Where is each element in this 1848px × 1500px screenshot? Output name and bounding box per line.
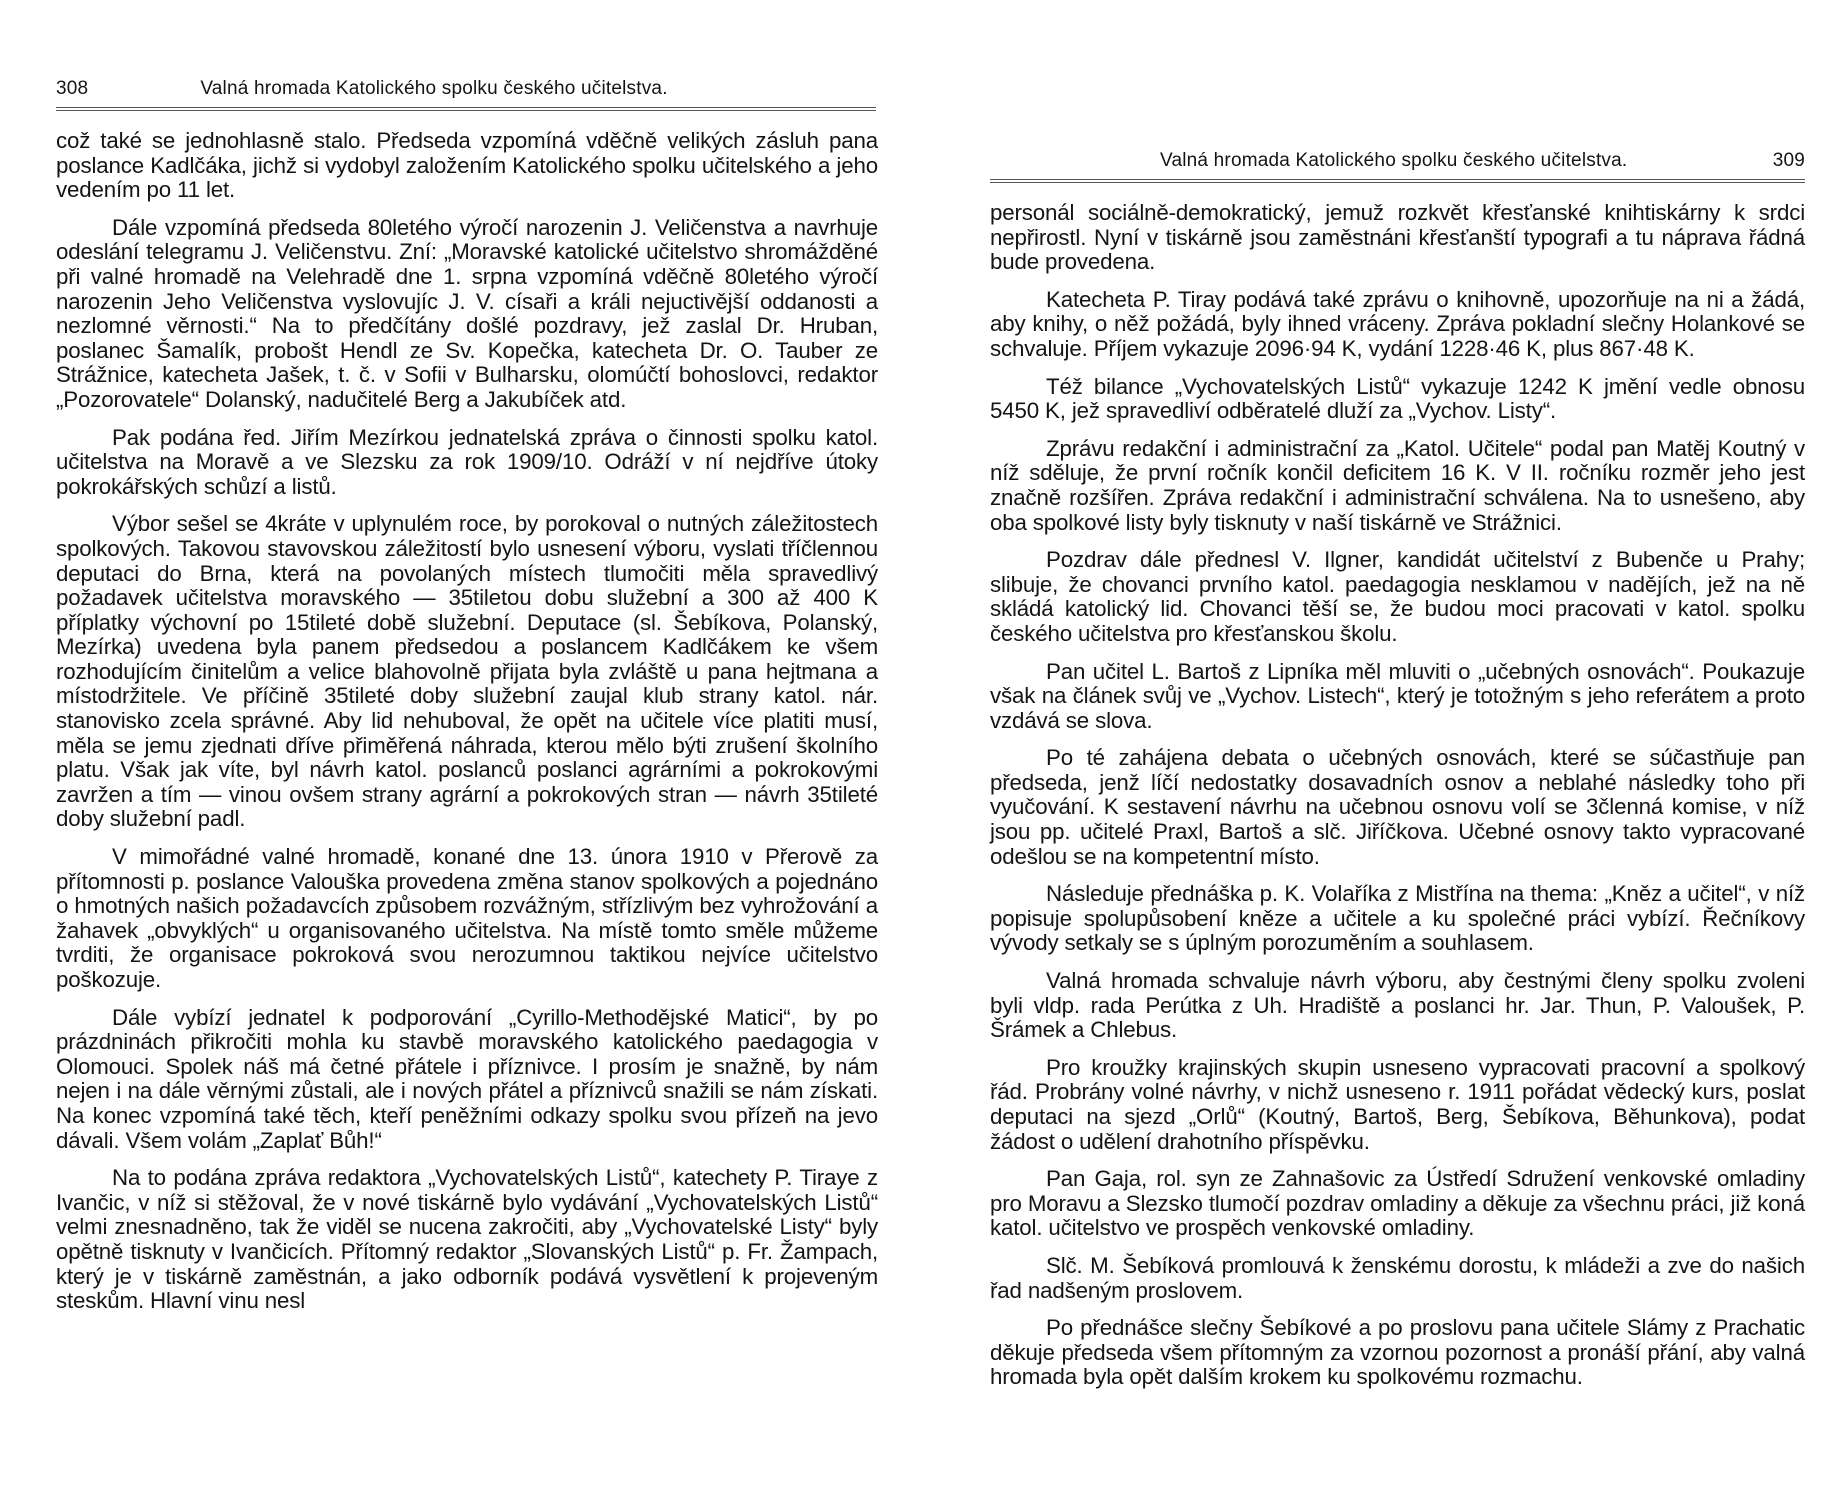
left-header-rule — [56, 107, 876, 111]
left-paragraph: V mimořádné valné hromadě, konané dne 13. února 1910 v Přerově za přítomnosti p. poslance Valouška provedena změna stanov spolkových a pojednáno o hmotných našich požadavcích způsobem rozvážným, střízlivým bez vyhrožování a žahavek „obvyklých“ u organisovaného učitelstva. Na místě tomto směle můžeme tvrditi, že organisace pokroková svou nerozumnou taktikou nejvíce učitelstvo poškozuje. — [56, 844, 878, 992]
left-running-head — [56, 78, 878, 107]
left-paragraph: Dále vzpomíná předseda 80letého výročí narozenin J. Veličenstva a navrhuje odeslání telegramu J. Veličenstvu. Zní: „Moravské katolické učitelstvo shromážděné při valné hromadě na Velehradě dne 1. srpna vzpomíná vděčně 80letého výročí narozenin Jeho Veličenstva vyslovujíc J. V. císaři a králi nejuctivější oddanosti a nezlomné věrnosti.“ Na to předčítány došlé pozdravy, jež zaslal Dr. Hruban, poslanec Šamalík, probošt Hendl ze Sv. Kopečka, katecheta Dr. O. Tauber ze Strážnice, katecheta Jašek, t. č. v Sofii v Bulharsku, olomúčtí bohoslovci, redaktor „Pozorovatele“ Dolanský, nadučitelé Berg a Jakubíček atd. — [56, 214, 878, 412]
left-paragraph: Pak podána řed. Jiřím Mezírkou jednatelská zpráva o činnosti spolku katol. učitelstva na Moravě a ve Slezsku za rok 1909/10. Odráží v ní nejdříve útoky pokrokářských schůzí a listů. — [56, 424, 878, 499]
right-running-head — [990, 150, 1805, 179]
left-page — [56, 78, 878, 1327]
left-paragraph: Na to podána zpráva redaktora „Vychovatelských Listů“, katechety P. Tiraye z Ivančic, v níž si stěžoval, že v nové tiskárně bylo vydávání „Vychovatelských Listů“ velmi znesnadněno, tak že viděl se nucena zakročiti, aby „Vychovatelské Listy“ byly opětně tisknuty v Ivančicích. Přítomný redaktor „Slovanských Listů“ p. Fr. Žampach, který je v tiskárně zaměstnán, a jako odborník podává vysvětlení k projeveným steskům. Hlavní vinu nesl — [56, 1165, 878, 1314]
right-paragraph: Pozdrav dále přednesl V. Ilgner, kandidát učitelství z Bubenče u Prahy; slibuje, že chovanci prvního katol. paedagogia nesklamou v nadějích, jež na ně skládá katolický lid. Chovanci těší se, že budou moci pracovati v katol. spolku českého učitelstva pro křesťanskou školu. — [990, 547, 1805, 646]
left-paragraph: Výbor sešel se 4kráte v uplynulém roce, by porokoval o nutných záležitostech spolkových. Takovou stavovskou záležitostí bylo usnesení výboru, vyslati tříčlennou deputaci do Brna, která na povolaných místech tlumočiti měla spravedlivý požadavek učitelstva moravského — 35tiletou dobu služební a 300 až 400 K příplatky výchovní po 15tileté době služební. Deputace (sl. Šebíkova, Polanský, Mezírka) uvedena byla panem předsedou a poslancem Kadlčákem ke všem rozhodujícím činitelům a velice blahovolně přijata byla zvláště u pana hejtmana a místodržitele. Ve příčině 35tileté doby služební zaujal klub strany katol. nár. stanovisko zcela správné. Aby lid nehuboval, že opět na učitele více platiti musí, měla se jemu zjednati dříve přiměřená náhrada, kterou mělo býti zrušení školního platu. Však jak víte, byl návrh katol. poslanců poslanci agrárními a pokrokovými zavržen a tím — vinou ovšem strany agrární a pokrokových stran — návrh 35tileté doby služební padl. — [56, 511, 878, 832]
right-header-rule — [990, 179, 1805, 183]
left-running-title: Valná hromada Katolického spolku českého učitelstva. — [200, 78, 668, 99]
right-paragraph: Slč. M. Šebíková promlouvá k ženskému dorostu, k mládeži a zve do našich řad nadšeným proslovem. — [990, 1252, 1805, 1303]
right-running-title: Valná hromada Katolického spolku českého učitelstva. — [1160, 150, 1628, 171]
right-paragraph: Valná hromada schvaluje návrh výboru, aby čestnými členy spolku zvoleni byli vldp. rada Perútka z Uh. Hradiště a poslanci hr. Jar. Thun, P. Valoušek, P. Šrámek a Chlebus. — [990, 968, 1805, 1043]
right-paragraph: Zprávu redakční i administrační za „Katol. Učitele“ podal pan Matěj Koutný v níž sděluje, že první ročník končil deficitem 16 K. V II. ročníku rozměr jeho jest značně rozšířen. Zpráva redakční i administrační schválena. Na to usnešeno, aby oba spolkové listy byly tisknuty v naší tiskárně ve Strážnici. — [990, 435, 1805, 535]
right-paragraph: Pan Gaja, rol. syn ze Zahnašovic za Ústředí Sdružení venkovské omladiny pro Moravu a Slezsko tlumočí pozdrav omladiny a děkuje za všechnu práci, již koná katol. učitelstvo ve prospěch venkovské omladiny. — [990, 1166, 1805, 1241]
right-paragraph: Následuje přednáška p. K. Volaříka z Mistřína na thema: „Kněz a učitel“, v níž popisuje spolupůsobení kněze a učitele a ku společné práci vybízí. Řečníkovy vývody setkaly se s úplným porozuměním a souhlasem. — [990, 881, 1805, 956]
left-paragraph: což také se jednohlasně stalo. Předseda vzpomíná vděčně velikých zásluh pana poslance Kadlčáka, jichž si vydobyl založením Katolického spolku učitelského a jeho vedením po 11 let. — [56, 128, 878, 203]
right-paragraph: Též bilance „Vychovatelských Listů“ vykazuje 1242 K jmění vedle obnosu 5450 K, jež spravedliví odběratelé dluží za „Vychov. Listy“. — [990, 373, 1805, 424]
right-paragraph: Katecheta P. Tiray podává také zprávu o knihovně, upozorňuje na ni a žádá, aby knihy, o něž požádá, byly ihned vráceny. Zpráva pokladní slečny Holankové se schvaluje. Příjem vykazuje 2096·94 K, vydání 1228·46 K, plus 867·48 K. — [990, 286, 1805, 361]
right-paragraph: Po přednášce slečny Šebíkové a po proslovu pana učitele Slámy z Prachatic děkuje předseda všem přítomným za vzornou pozornost a pronáší přání, aby valná hromada byla opět dalším krokem ku spolkovému rozmachu. — [990, 1315, 1805, 1390]
right-page — [990, 150, 1805, 1403]
left-page-number: 308 — [56, 78, 89, 99]
left-paragraph: Dále vybízí jednatel k podporování „Cyrillo-Methodějské Matici“, by po prázdninách přikročiti mohla ku stavbě moravského katolického paedagogia v Olomouci. Spolek náš má četné přátele i příznivce. I prosím je snažně, by nám nejen i na dále věrnými zůstali, ale i nových přátel a příznivců snažili se nám získati. Na konec vzpomíná také těch, kteří peněžními odkazy spolku svou přízeň na jevo dávali. Všem volám „Zaplať Bůh!“ — [56, 1004, 878, 1153]
right-paragraph: Pro kroužky krajinských skupin usneseno vypracovati pracovní a spolkový řád. Probrány volné návrhy, v nichž usneseno r. 1911 pořádat vědecký kurs, poslat deputaci na sjezd „Orlů“ (Koutný, Bartoš, Berg, Šebíkova, Běhunkova), podat žádost o udělení drahotního příspěvku. — [990, 1054, 1805, 1154]
right-page-number: 309 — [1772, 150, 1805, 171]
right-paragraph: personál sociálně-demokratický, jemuž rozkvět křesťanské knihtiskárny k srdci nepřirostl. Nyní v tiskárně jsou zaměstnáni křesťanští typografi a tu náprava řádná bude provedena. — [990, 200, 1805, 275]
right-paragraph: Po té zahájena debata o učebných osnovách, které se súčastňuje pan předseda, jenž líčí nedostatky dosavadních osnov a neblahé následky toho při vyučování. K sestavení návrhu na učebnou osnovu volí se 3členná komise, v níž jsou pp. učitelé Praxl, Bartoš a slč. Jiříčkova. Učebné osnovy takto vypracované odešlou se na kompetentní místo. — [990, 745, 1805, 869]
right-paragraph: Pan učitel L. Bartoš z Lipníka měl mluviti o „učebných osnovách“. Poukazuje však na článek svůj ve „Vychov. Listech“, který je totožným s jeho referátem a proto vzdává se slova. — [990, 658, 1805, 733]
